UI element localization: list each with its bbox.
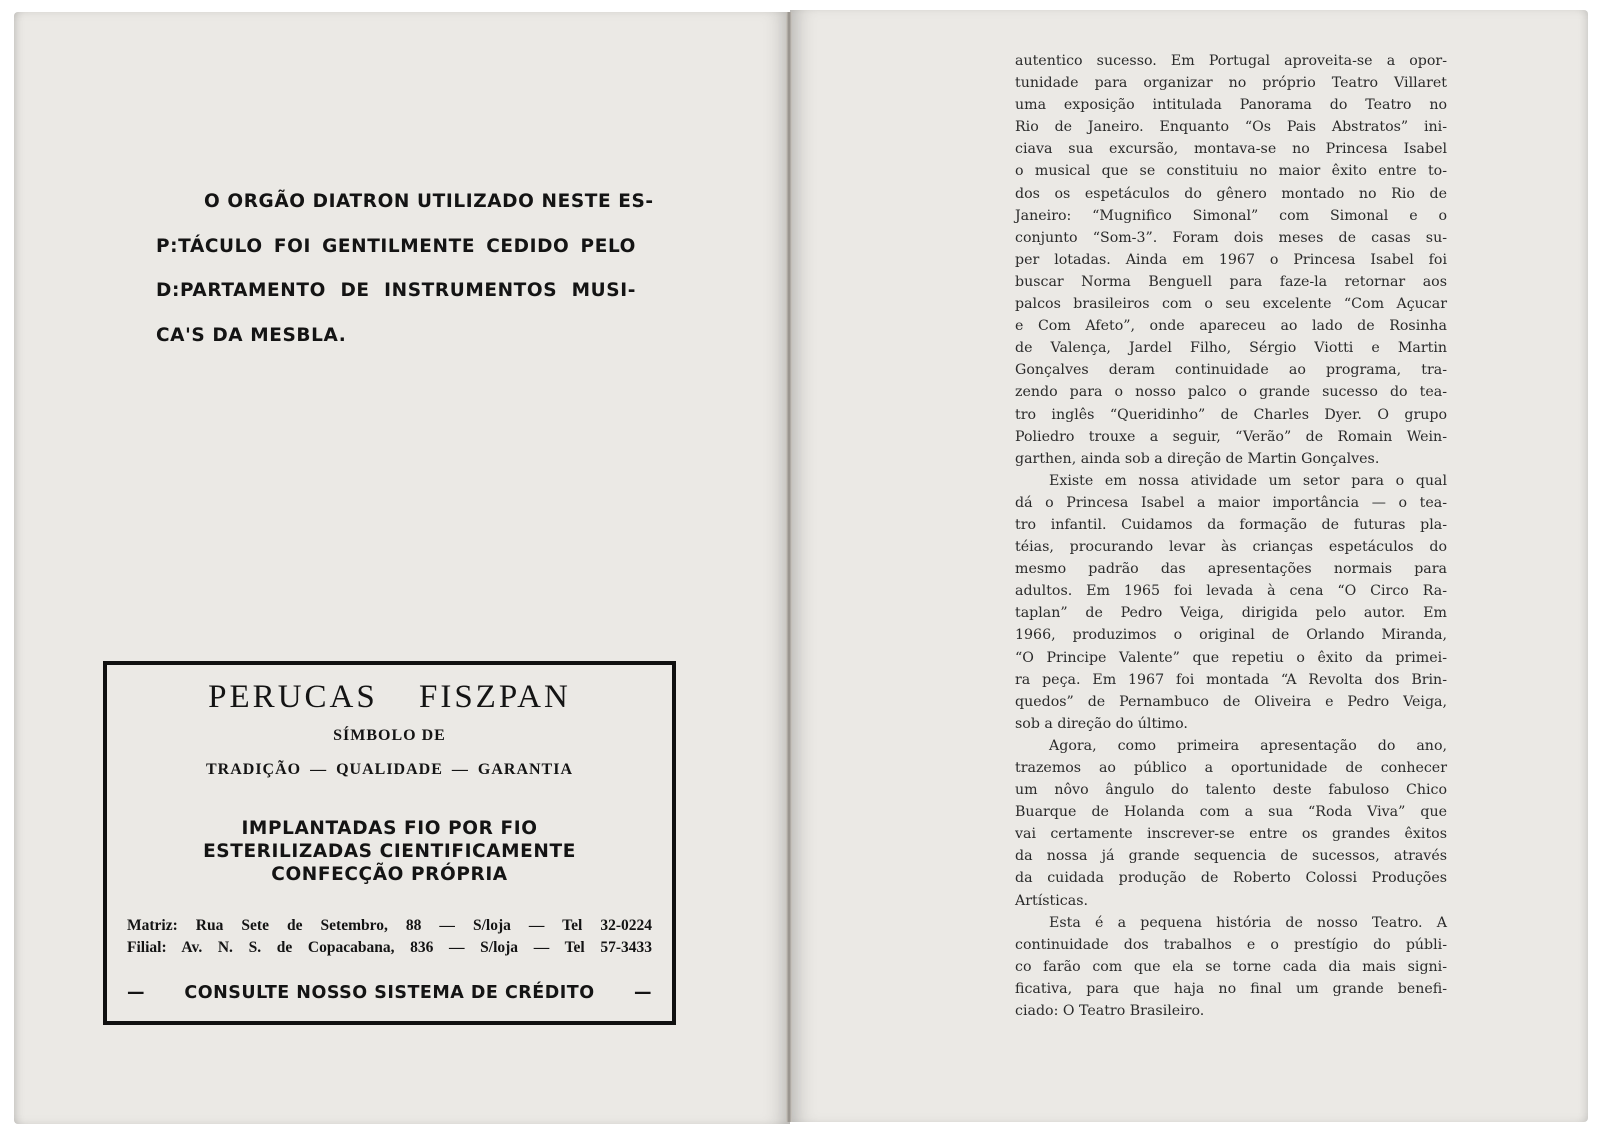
- ad-values: TRADIÇÃO — QUALIDADE — GARANTIA: [205, 761, 574, 778]
- credit-dash-right: —: [633, 983, 652, 1003]
- text-line: taplan” de Pedro Veiga, dirigida pelo autor. Em: [1015, 605, 1447, 622]
- notice-line: O ORGÃO DIATRON UTILIZADO NESTE ES-: [204, 191, 654, 212]
- ad-address-line: Matriz: Rua Sete de Setembro, 88 — S/loja — Tel 32-0224: [127, 917, 652, 934]
- text-line: Agora, como primeira apresentação do ano,: [1049, 737, 1447, 754]
- text-line: téias, procurando levar às crianças espetáculos do: [1015, 539, 1447, 556]
- text-line: conjunto “Som-3”. Foram dois meses de casas su-: [1015, 229, 1447, 246]
- text-line: uma exposição intitulada Panorama do Teatro no: [1015, 97, 1447, 114]
- text-line: o musical que se constituiu no maior êxito entre to-: [1015, 163, 1447, 180]
- text-line: um nôvo ângulo do talento deste fabuloso Chico: [1015, 782, 1447, 799]
- text-line: ciado: O Teatro Brasileiro.: [1015, 1003, 1205, 1020]
- notice-line: CA'S DA MESBLA.: [156, 324, 347, 346]
- text-line: adultos. Em 1965 foi levada à cena “O Circo Ra-: [1015, 583, 1447, 600]
- ad-credit-line: [127, 983, 652, 1003]
- text-line: Janeiro: “Mugnifico Simonal” com Simonal e o: [1015, 207, 1447, 224]
- notice-line: P:TÁCULO FOI GENTILMENTE CEDIDO PELO: [156, 235, 636, 257]
- text-line: ra peça. Em 1967 foi montada “A Revolta dos Brin-: [1015, 671, 1447, 688]
- text-line: trazemos ao público a oportunidade de conhecer: [1015, 760, 1447, 776]
- text-line: Gonçalves deram continuidade ao programa, tra-: [1015, 362, 1447, 379]
- text-line: sob a direção do último.: [1015, 715, 1188, 732]
- ad-title: PERUCAS FISZPAN: [208, 679, 571, 715]
- text-line: tunidade para organizar no próprio Teatro Villaret: [1015, 75, 1447, 92]
- credit-dash-left: —: [127, 983, 145, 1003]
- text-line: 1966, produzimos o original de Orlando Miranda,: [1015, 627, 1447, 644]
- ad-features: [107, 817, 672, 886]
- text-line: de Valença, Jardel Filho, Sérgio Viotti e Martin: [1015, 340, 1447, 357]
- ad-feature: IMPLANTADAS FIO POR FIO: [241, 818, 538, 839]
- text-line: palcos brasileiros com o seu excelente “Com Açucar: [1015, 296, 1447, 313]
- text-line: Esta é a pequena história de nosso Teatro. A: [1049, 914, 1447, 931]
- ad-subtitle: SÍMBOLO DE: [333, 727, 446, 744]
- text-line: ficativa, para que haja no final um grande benefi-: [1015, 980, 1447, 997]
- text-line: da cuidada produção de Roberto Colossi Produções: [1015, 870, 1447, 887]
- text-line: per lotadas. Ainda em 1967 o Princesa Isabel foi: [1015, 251, 1447, 268]
- text-line: mesmo padrão das apresentações normais para: [1015, 561, 1447, 578]
- text-line: ciava sua excursão, montava-se no Princesa Isabel: [1015, 141, 1447, 158]
- text-line: Artísticas.: [1015, 892, 1088, 909]
- text-line: Rio de Janeiro. Enquanto “Os Pais Abstratos” ini-: [1015, 119, 1447, 136]
- ad-address-line: Filial: Av. N. S. de Copacabana, 836 — S/loja — Tel 57-3433: [127, 939, 652, 956]
- text-line: e Com Afeto”, onde apareceu ao lado de Rosinha: [1015, 318, 1447, 335]
- credit-text: CONSULTE NOSSO SISTEMA DE CRÉDITO: [184, 983, 595, 1003]
- text-line: continuidade dos trabalhos e o prestígio do públi-: [1015, 936, 1447, 953]
- ad-feature: CONFECÇÃO PRÓPRIA: [271, 864, 508, 885]
- text-line: autentico sucesso. Em Portugal aproveita-se a opor-: [1015, 53, 1447, 69]
- text-line: da nossa já grande sequencia de sucessos, através: [1015, 848, 1447, 865]
- text-line: dá o Princesa Isabel a maior importância — o tea-: [1015, 494, 1447, 511]
- book-gutter: [786, 12, 792, 1122]
- ad-feature: ESTERILIZADAS CIENTIFICAMENTE: [203, 841, 576, 862]
- text-line: “O Principe Valente” que repetiu o êxito da primei-: [1015, 649, 1447, 666]
- ad-addresses: [127, 915, 652, 959]
- text-line: tro inglês “Queridinho” de Charles Dyer. O grupo: [1015, 406, 1447, 423]
- text-line: tro infantil. Cuidamos da formação de futuras pla-: [1015, 516, 1447, 533]
- text-line: garthen, ainda sob a direção de Martin Gonçalves.: [1015, 450, 1380, 467]
- text-line: dos os espetáculos do gênero montado no Rio de: [1015, 185, 1447, 202]
- text-line: quedos” de Pernambuco de Oliveira e Pedro Veiga,: [1015, 693, 1447, 710]
- theatre-history-text: [1015, 50, 1447, 1022]
- text-line: Buarque de Holanda com a sua “Roda Viva” que: [1015, 804, 1447, 821]
- text-line: zendo para o nosso palco o grande sucesso do tea-: [1015, 384, 1447, 401]
- wig-advertisement: [103, 661, 676, 1025]
- text-line: vai certamente inscrever-se entre os grandes êxitos: [1015, 826, 1447, 843]
- text-line: Existe em nossa atividade um setor para o qual: [1049, 472, 1447, 489]
- text-line: Poliedro trouxe a seguir, “Verão” de Romain Wein-: [1015, 428, 1447, 445]
- text-line: buscar Norma Benguell para faze-la retornar aos: [1015, 273, 1447, 290]
- notice-line: D:PARTAMENTO DE INSTRUMENTOS MUSI-: [156, 280, 636, 301]
- organ-credit-notice: [156, 180, 654, 358]
- text-line: co farão com que ela se torne cada dia mais signi-: [1015, 958, 1447, 975]
